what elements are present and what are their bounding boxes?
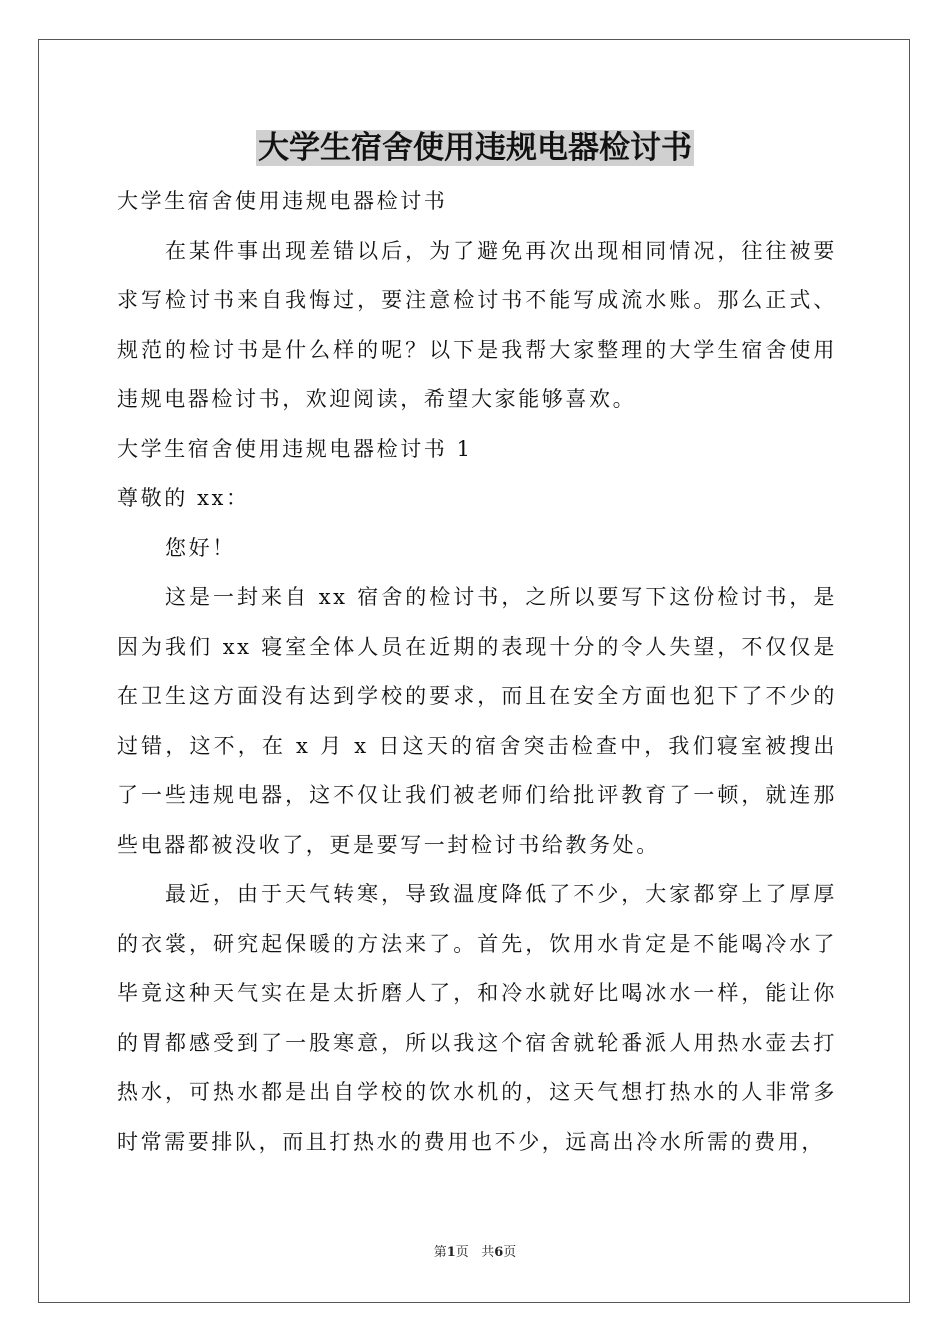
paragraph-body-1: 这是一封来自 xx 宿舍的检讨书，之所以要写下这份检讨书，是因为我们 xx 寝室全体人员在近期的表现十分的令人失望，不仅仅是在卫生这方面没有达到学校的要求，而且在安全方面也犯下了不少的过错，这不，在 x 月 x 日这天的宿舍突击检查中，我们寝室被搜出了一些违规电器，这不仅让我们被老师们给批评教育了一顿，就连那些电器都被没收了，更是要写一封检讨书给教务处。 bbox=[117, 585, 837, 857]
document-title-text: 大学生宿舍使用违规电器检讨书 bbox=[258, 130, 692, 166]
paragraph-section-heading: 大学生宿舍使用违规电器检讨书 1 bbox=[117, 436, 473, 461]
footer-total-pages: 6 bbox=[494, 1245, 504, 1260]
footer-total-prefix: 共 bbox=[481, 1245, 495, 1260]
footer-page-unit: 页 bbox=[455, 1245, 469, 1260]
paragraph-intro: 在某件事出现差错以后，为了避免再次出现相同情况，往往被要求写检讨书来自我悔过，要注意检讨书不能写成流水账。那么正式、规范的检讨书是什么样的呢？以下是我帮大家整理的大学生宿舍使用违规电器检讨书，欢迎阅读，希望大家能够喜欢。 bbox=[117, 238, 837, 411]
footer-total-unit: 页 bbox=[503, 1245, 517, 1260]
paragraph-body-2: 最近，由于天气转寒，导致温度降低了不少，大家都穿上了厚厚的衣裳，研究起保暖的方法来了。首先，饮用水肯定是不能喝冷水了毕竟这种天气实在是太折磨人了，和冷水就好比喝冰水一样，能让你的胃都感受到了一股寒意，所以我这个宿舍就轮番派人用热水壶去打热水，可热水都是出自学校的饮水机的，这天气想打热水的人非常多时常需要排队，而且打热水的费用也不少，远高出冷水所需的费用， bbox=[117, 882, 837, 1154]
footer-current-page: 1 bbox=[446, 1245, 456, 1260]
page-footer bbox=[0, 1244, 950, 1262]
paragraph-subtitle: 大学生宿舍使用违规电器检讨书 bbox=[117, 189, 448, 213]
document-body bbox=[117, 177, 837, 1167]
paragraph-salutation: 尊敬的 xx： bbox=[117, 486, 250, 510]
document-title bbox=[0, 126, 950, 170]
paragraph-greeting: 您好！ bbox=[165, 535, 236, 560]
footer-prefix: 第 bbox=[433, 1245, 447, 1260]
